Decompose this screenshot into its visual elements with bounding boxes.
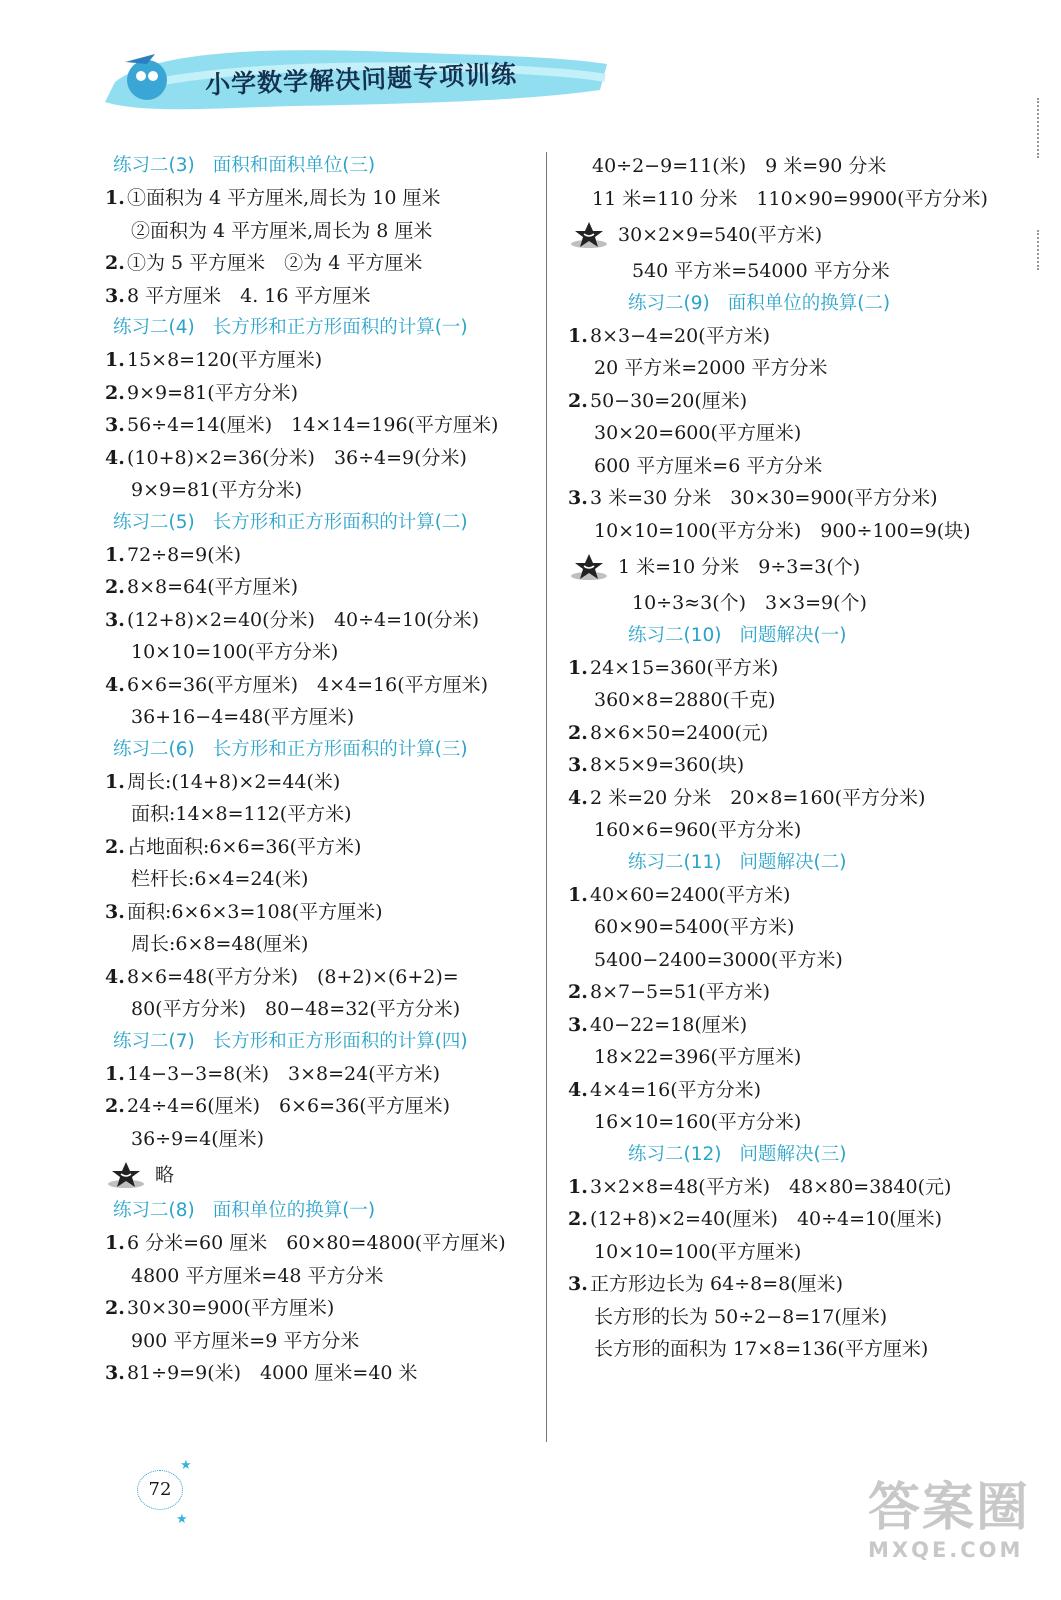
star-badge-icon — [105, 1160, 147, 1190]
answer-line — [105, 215, 535, 248]
answer-line — [568, 1041, 1008, 1074]
answer-text: 8×7−5=51(平方米) — [590, 981, 771, 1003]
section-number: 练习二(5) — [113, 511, 195, 533]
answer-line — [568, 684, 1008, 717]
answer-line — [105, 1123, 535, 1156]
answer-line — [105, 831, 535, 864]
answer-line — [568, 944, 1008, 977]
question-number: 2. — [105, 381, 125, 404]
answer-text: 8×6×50=2400(元) — [590, 721, 769, 744]
answer-line — [568, 183, 1008, 216]
answer-line — [105, 1357, 535, 1390]
answer-line — [105, 182, 535, 215]
star-icon: ★ — [180, 1458, 192, 1473]
answer-line — [105, 1292, 535, 1325]
answer-text: 8 平方厘米 4. 16 平方厘米 — [127, 284, 371, 307]
section-number: 练习二(11) — [628, 851, 722, 873]
answer-text: 周长:6×8=48(厘米) — [131, 933, 309, 955]
answer-text: 15×8=120(平方厘米) — [127, 349, 323, 371]
answer-line — [105, 571, 535, 604]
section-title: 面积单位的换算(二) — [727, 292, 891, 314]
answer-text: ②面积为 4 平方厘米,周长为 8 厘米 — [131, 219, 433, 242]
answer-line — [568, 1171, 1008, 1204]
answer-text: 56÷4=14(厘米) 14×14=196(平方厘米) — [127, 414, 499, 436]
star-badge-icon — [568, 220, 610, 250]
answer-text: 16×10=160(平方分米) — [594, 1111, 802, 1133]
answer-text: 面积:14×8=112(平方米) — [131, 803, 352, 825]
right-column — [568, 150, 1008, 1366]
section-title: 问题解决(三) — [739, 1143, 847, 1165]
answer-line — [105, 701, 535, 734]
bonus-answer — [568, 547, 1008, 587]
section-heading — [105, 150, 535, 182]
answer-line — [105, 377, 535, 410]
answer-text: ①为 5 平方厘米 ②为 4 平方厘米 — [127, 252, 423, 274]
question-number: 4. — [105, 965, 125, 988]
answer-text: 长方形的长为 50÷2−8=17(厘米) — [594, 1305, 888, 1328]
answer-text: 1 米=10 分米 9÷3=3(个) — [618, 555, 861, 578]
answer-text: 600 平方厘米=6 平方分米 — [594, 454, 823, 477]
answer-text: 18×22=396(平方厘米) — [594, 1046, 802, 1068]
answer-line — [568, 814, 1008, 847]
answer-line — [568, 1333, 1008, 1366]
question-number: 3. — [568, 487, 588, 509]
answer-line — [568, 652, 1008, 685]
watermark: 答案圈 MXQE.COM — [868, 1478, 1031, 1562]
question-number: 1. — [568, 656, 588, 679]
answer-line — [105, 636, 535, 669]
answer-text: 11 米=110 分米 110×90=9900(平方分米) — [592, 187, 988, 210]
question-number: 4. — [105, 446, 125, 469]
answer-text: 81÷9=9(米) 4000 厘米=40 米 — [127, 1362, 418, 1384]
answer-text: 24×15=360(平方米) — [590, 656, 779, 679]
header-title: 小学数学解决问题专项训练 — [204, 59, 518, 100]
answer-text: 10÷3≈3(个) 3×3=9(个) — [632, 592, 867, 614]
answer-text: 6×6=36(平方厘米) 4×4=16(平方厘米) — [127, 673, 489, 696]
section-number: 练习二(4) — [113, 317, 195, 338]
answer-text: 8×6=48(平方分米) (8+2)×(6+2)= — [127, 965, 459, 988]
section-number: 练习二(3) — [113, 155, 195, 176]
question-number: 1. — [105, 349, 125, 371]
answer-text: 36÷9=4(厘米) — [131, 1127, 265, 1150]
answer-text: 3×2×8=48(平方米) 48×80=3840(元) — [590, 1175, 952, 1198]
question-number: 3. — [568, 1273, 588, 1295]
answer-text: 10×10=100(平方分米) — [131, 641, 339, 663]
answer-line — [105, 409, 535, 442]
question-number: 4. — [568, 1078, 588, 1101]
answer-text: 30×20=600(平方厘米) — [594, 422, 802, 444]
answer-text: 360×8=2880(千克) — [594, 689, 776, 711]
answer-text: 10×10=100(平方分米) 900÷100=9(块) — [594, 519, 971, 542]
question-number: 3. — [568, 1013, 588, 1036]
question-number: 3. — [105, 900, 125, 923]
answer-text: 2 米=20 分米 20×8=160(平方分米) — [590, 786, 926, 809]
question-number: 2. — [105, 1297, 125, 1319]
answer-text: ①面积为 4 平方厘米,周长为 10 厘米 — [127, 187, 441, 209]
answer-line — [105, 669, 535, 702]
answer-text: 周长:(14+8)×2=44(米) — [127, 770, 341, 793]
star-badge-icon — [568, 552, 610, 582]
question-number: 2. — [105, 835, 125, 858]
answer-line — [105, 344, 535, 377]
answer-text: 面积:6×6×3=108(平方厘米) — [127, 900, 383, 923]
answer-line — [568, 417, 1008, 450]
answer-line — [568, 587, 1008, 620]
answer-text: 8×5×9=360(块) — [590, 754, 745, 776]
answer-line — [568, 782, 1008, 815]
answer-text: 4×4=16(平方分米) — [590, 1078, 762, 1101]
section-heading — [568, 847, 1008, 879]
question-number: 1. — [105, 1232, 125, 1254]
answer-text: (12+8)×2=40(分米) 40÷4=10(分米) — [127, 608, 480, 631]
answer-text: 30×2×9=540(平方米) — [618, 223, 823, 246]
answer-line — [568, 1268, 1008, 1301]
question-number: 1. — [105, 770, 125, 793]
left-column — [105, 150, 535, 1390]
question-number: 1. — [568, 1175, 588, 1198]
answer-line — [568, 749, 1008, 782]
answer-text: 40−22=18(厘米) — [590, 1013, 748, 1036]
answer-text: 9×9=81(平方分米) — [127, 381, 299, 404]
answer-text: 5400−2400=3000(平方米) — [594, 948, 843, 971]
section-title: 面积单位的换算(一) — [212, 1200, 376, 1221]
answer-text: 30×30=900(平方厘米) — [127, 1297, 335, 1319]
answer-text: 9×9=81(平方分米) — [131, 479, 303, 501]
answer-line — [568, 1236, 1008, 1269]
answer-text: 24÷4=6(厘米) 6×6=36(平方厘米) — [127, 1095, 451, 1117]
section-heading — [105, 312, 535, 344]
section-number: 练习二(9) — [628, 292, 710, 314]
answer-line — [105, 1090, 535, 1123]
answer-text: (12+8)×2=40(厘米) 40÷4=10(厘米) — [590, 1208, 943, 1230]
answer-line — [568, 1106, 1008, 1139]
section-heading — [568, 1139, 1008, 1171]
answer-line — [568, 482, 1008, 515]
section-title: 问题解决(一) — [739, 624, 847, 646]
answer-line — [568, 255, 1008, 288]
section-heading — [105, 507, 535, 539]
answer-line — [568, 879, 1008, 912]
bonus-answer — [105, 1155, 535, 1195]
answer-text: 60×90=5400(平方米) — [594, 916, 795, 938]
section-title: 问题解决(二) — [739, 851, 847, 873]
answer-text: 正方形边长为 64÷8=8(厘米) — [590, 1273, 844, 1295]
answer-line — [568, 450, 1008, 483]
answer-text: 20 平方米=2000 平方分米 — [594, 357, 828, 379]
answer-line — [568, 717, 1008, 750]
question-number: 2. — [105, 576, 125, 598]
answer-line — [105, 1325, 535, 1358]
question-number: 4. — [568, 786, 588, 809]
section-number: 练习二(12) — [628, 1143, 722, 1165]
answer-text: 900 平方厘米=9 平方分米 — [131, 1329, 360, 1352]
question-number: 2. — [568, 1208, 588, 1230]
answer-text: (10+8)×2=36(分米) 36÷4=9(分米) — [127, 446, 467, 469]
answer-line — [568, 1203, 1008, 1236]
question-number: 3. — [105, 284, 125, 307]
answer-line — [568, 320, 1008, 353]
section-title: 长方形和正方形面积的计算(三) — [212, 738, 468, 760]
answer-line — [105, 539, 535, 572]
answer-line — [105, 604, 535, 637]
answer-line — [105, 1058, 535, 1091]
edge-marks — [1034, 98, 1039, 158]
section-title: 长方形和正方形面积的计算(四) — [212, 1030, 468, 1052]
question-number: 3. — [105, 414, 125, 436]
answer-text: 8×3−4=20(平方米) — [590, 324, 771, 347]
section-number: 练习二(8) — [113, 1200, 195, 1221]
answer-text: 4800 平方厘米=48 平方分米 — [131, 1264, 384, 1287]
section-heading — [568, 288, 1008, 320]
question-number: 1. — [105, 543, 125, 566]
answer-line — [105, 961, 535, 994]
page-number: 72 — [137, 1470, 183, 1510]
question-number: 1. — [568, 324, 588, 347]
answer-text: 6 分米=60 厘米 60×80=4800(平方厘米) — [127, 1232, 506, 1254]
section-title: 面积和面积单位(三) — [212, 155, 376, 176]
answer-text: 40÷2−9=11(米) 9 米=90 分米 — [592, 155, 887, 177]
answer-line — [105, 896, 535, 929]
section-heading — [105, 1195, 535, 1227]
answer-line — [568, 1074, 1008, 1107]
section-number: 练习二(10) — [628, 624, 722, 646]
answer-line — [568, 515, 1008, 548]
answer-line — [105, 247, 535, 280]
section-title: 长方形和正方形面积的计算(一) — [212, 317, 468, 338]
answer-text: 14−3−3=8(米) 3×8=24(平方米) — [127, 1062, 441, 1085]
question-number: 1. — [105, 187, 125, 209]
answer-text: 540 平方米=54000 平方分米 — [632, 260, 890, 282]
section-heading — [105, 734, 535, 766]
answer-line — [105, 474, 535, 507]
section-number: 练习二(7) — [113, 1030, 195, 1052]
answer-line — [568, 1009, 1008, 1042]
question-number: 3. — [105, 608, 125, 631]
answer-line — [105, 1260, 535, 1293]
answer-text: 3 米=30 分米 30×30=900(平方分米) — [590, 487, 938, 509]
answer-line — [568, 1301, 1008, 1334]
answer-line — [105, 928, 535, 961]
answer-text: 160×6=960(平方分米) — [594, 819, 802, 841]
bonus-answer — [568, 215, 1008, 255]
question-number: 1. — [568, 883, 588, 906]
answer-text: 略 — [155, 1163, 175, 1186]
answer-text: 72÷8=9(米) — [127, 543, 242, 566]
answer-text: 8×8=64(平方厘米) — [127, 576, 299, 598]
answer-line — [568, 976, 1008, 1009]
answer-text: 10×10=100(平方厘米) — [594, 1240, 802, 1263]
answer-line — [105, 993, 535, 1026]
answer-line — [105, 280, 535, 313]
edge-marks — [1034, 230, 1039, 270]
question-number: 4. — [105, 673, 125, 696]
answer-text: 80(平方分米) 80−48=32(平方分米) — [131, 998, 461, 1020]
section-title: 长方形和正方形面积的计算(二) — [212, 511, 468, 533]
question-number: 2. — [568, 721, 588, 744]
question-number: 3. — [568, 754, 588, 776]
section-heading — [105, 1026, 535, 1058]
section-heading — [568, 620, 1008, 652]
section-number: 练习二(6) — [113, 738, 195, 760]
question-number: 2. — [568, 981, 588, 1003]
answer-text: 占地面积:6×6=36(平方米) — [127, 835, 362, 858]
star-icon: ★ — [176, 1512, 188, 1527]
question-number: 2. — [105, 1095, 125, 1117]
answer-text: 栏杆长:6×4=24(米) — [131, 868, 309, 890]
answer-line — [568, 911, 1008, 944]
answer-line — [105, 798, 535, 831]
answer-line — [568, 385, 1008, 418]
answer-line — [105, 1227, 535, 1260]
question-number: 2. — [568, 389, 588, 412]
answer-line — [105, 863, 535, 896]
question-number: 1. — [105, 1062, 125, 1085]
question-number: 3. — [105, 1362, 125, 1384]
answer-text: 长方形的面积为 17×8=136(平方厘米) — [594, 1338, 929, 1360]
answer-line — [568, 352, 1008, 385]
answer-line — [105, 766, 535, 799]
answer-text: 50−30=20(厘米) — [590, 389, 748, 412]
answer-text: 36+16−4=48(平方厘米) — [131, 706, 355, 728]
answer-text: 40×60=2400(平方米) — [590, 883, 791, 906]
question-number: 2. — [105, 252, 125, 274]
answer-line — [105, 442, 535, 475]
answer-line — [568, 150, 1008, 183]
column-divider — [546, 152, 547, 1442]
